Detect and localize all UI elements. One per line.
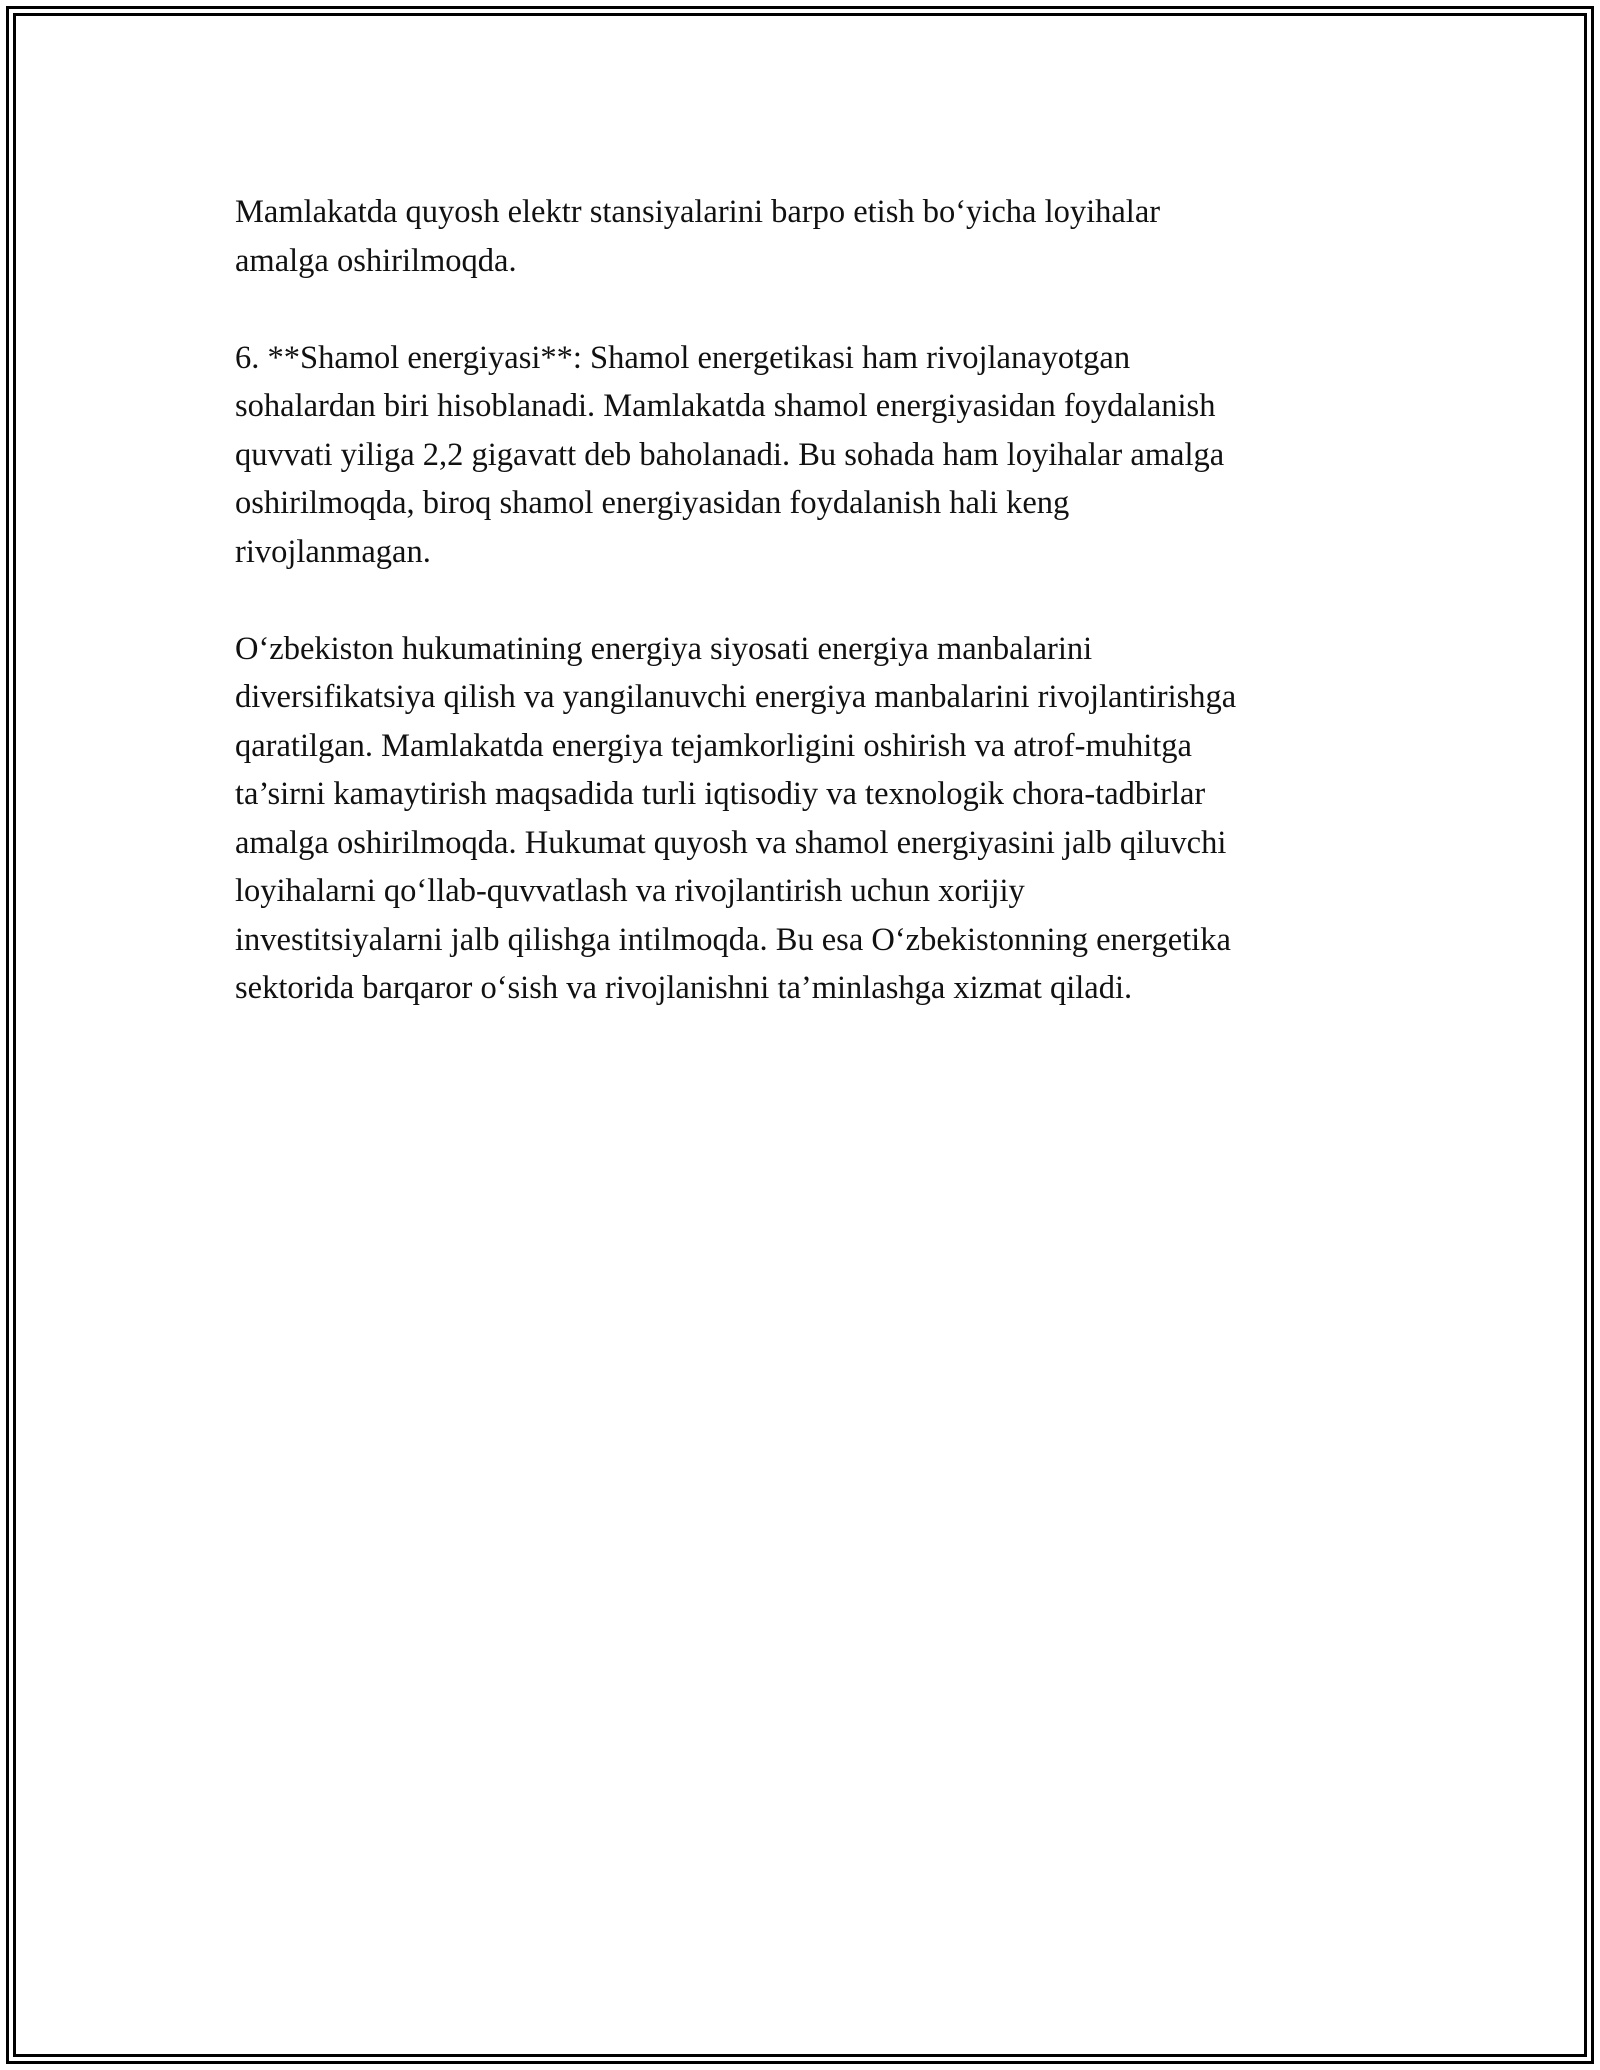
paragraph-wind-energy: 6. **Shamol energiyasi**: Shamol energetikasi ham rivojlanayotgan sohalardan biri hisoblanadi. Mamlakatda shamol energiyasidan foydalanish quvvati yiliga 2,2 gigavatt deb baholanadi. Bu sohada ham loyihalar amalga oshirilmoqda, biroq shamol energiyasidan foydalanish hali keng rivojlanmagan. [235,339,1225,570]
paragraph-solar-projects: Mamlakatda quyosh elektr stansiyalarini barpo etish bo‘yicha loyihalar amalga oshirilmoqda. [235,194,1161,279]
document-body [235,188,1395,1061]
paragraph-energy-policy: O‘zbekiston hukumatining energiya siyosati energiya manbalarini diversifikatsiya qilish va yangilanuvchi energiya manbalarini rivojlantirishga qaratilgan. Mamlakatda energiya tejamkorligini oshirish va atrof-muhitga ta’sirni kamaytirish maqsadida turli iqtisodiy va texnologik chora-tadbirlar amalga oshirilmoqda. Hukumat quyosh va shamol energiyasini jalb qiluvchi loyihalarni qo‘llab-quvvatlash va rivojlantirish uchun xorijiy investitsiyalarni jalb qilishga intilmoqda. Bu esa O‘zbekistonning energetika sektorida barqaror o‘sish va rivojlanishni ta’minlashga xizmat qiladi. [235,630,1237,1006]
